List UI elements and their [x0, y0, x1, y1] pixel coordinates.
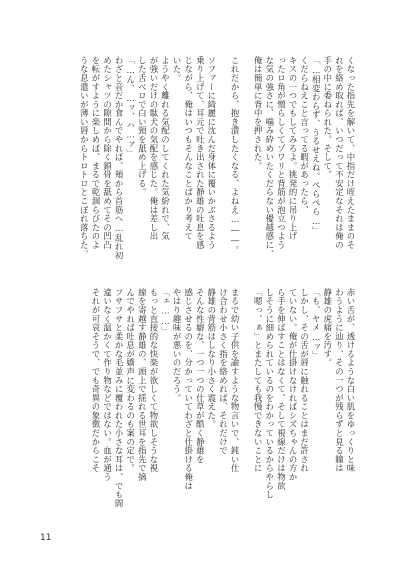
text-line: 線を寄越す静雄の、頭上で揺れる世耳を指先で摘: [137, 288, 148, 482]
page-number: 11: [40, 533, 52, 543]
text-line: わざと音だか食んでやれば、頬から首筋へ…乱れ初: [114, 56, 125, 260]
text-line: くだらねえこと言ってる暇があったら、: [299, 56, 310, 215]
text-block-bottom: [40, 288, 356, 514]
text-line: 赤い舌が、透けるような白い肌をゆっくりと味: [346, 288, 356, 473]
text-line: めたシャツの隙間から除く鎖骨を舐めてその凹凸: [102, 56, 113, 250]
text-line: それが可哀そうで、でも奇異の象徴だからこそ: [90, 288, 101, 473]
text-line: わうように辿り、その一つが残らずと見る瞳は: [334, 288, 345, 473]
text-line: ったロ角が憎らしくてゾワリと背筋が泡立つよう: [276, 56, 287, 250]
text-line: じながら、俺はいつもそんなことばかり考えて: [183, 56, 194, 241]
text-line: 静雄の背筋はしなり小さく震えた。: [206, 288, 217, 429]
text-line: れを絡め取れば、いつだって不安定なそれは俺の: [334, 56, 345, 250]
text-line: が強いだけの駄犬の気配を感じた。俺は差し出: [148, 56, 159, 241]
text-line: [240, 288, 252, 514]
text-line: 俺は簡単に背中を押された。: [253, 56, 264, 171]
text-line: これだから、抱き潰したくなる、よねえ…――。: [230, 56, 241, 255]
text-line: しかし、その舌が唇に触れることはまだ許され: [299, 288, 310, 473]
text-line: ソファーに綺麗に沈んだ身体に覆いかぶさるよう: [206, 56, 217, 250]
text-line: うな息遣いが薄い唇からトロトロとこぼれ落ちた。: [79, 56, 90, 259]
text-line: け合わせ小さく指を絡めれば、それだけで: [218, 288, 229, 456]
text-line: キスの一つでもしてみろよ。挑発的に吊り上げ: [288, 56, 299, 241]
text-line: しそうに細められているのをわかっているからやらし: [264, 288, 275, 499]
text-line: 「ェ……」: [160, 288, 171, 336]
text-line: 「…相変わらず、うるせえね。ぺらぺら…」: [311, 56, 322, 236]
text-line: 感じさせるのを、分かっていてわざと仕掛ける俺は: [183, 288, 194, 491]
text-line: ようやく離れる気配のしてくれた気紛れで、気: [160, 56, 171, 241]
text-line: ら手を伸ばすことはなくて、そして視線だけは物欲: [276, 288, 287, 491]
text-line: 違いなく温かくて作り物などではない。血が通う: [102, 288, 113, 482]
text-line: した舌べロで白い頸を舐め上げる。: [137, 56, 148, 197]
text-line: 手の中に委ねられた。そして。: [322, 56, 333, 180]
text-line: フサフサと柔かな毛並みに覆われた小さな耳は、でも間: [114, 288, 125, 508]
text-block-top: [40, 56, 356, 278]
text-line: いた。: [172, 56, 183, 83]
text-line: やはり趣味が悪いのだろう。: [172, 288, 183, 403]
text-line: を転がすように楽しめば、まるで乾涸らびたのよ: [90, 56, 101, 250]
text-line: 乗り上げて、耳元で吐き出された静雄の吐息を感: [195, 56, 206, 250]
text-line: ていない。俺が仕掛けなければシズちゃんの方か: [288, 288, 299, 482]
text-line: [240, 56, 252, 278]
text-line: んでやれば吐息が嬌声に変わるのも案の定で。: [125, 288, 136, 473]
text-line: 静雄の虎痛を汚す。: [322, 288, 333, 368]
text-line: [217, 56, 229, 278]
text-line: まるで幼い子供を諭すような物言いで、鈍い仕: [230, 288, 241, 473]
text-line: 「も、ヤメ…ッ」: [311, 288, 322, 360]
text-line: 「…ん、…ッ、ハ…ァ」: [125, 56, 136, 158]
text-line: 「嗯っ、ぁ」とまたしても我慢できないことに: [253, 288, 264, 473]
text-line: な気の強さに、噛み砕めいたくだらない優越感に、: [264, 56, 275, 259]
text-line: もっと直接的な快楽が欲しくて物欲しそうな視: [148, 288, 159, 473]
text-line: くなった指先を解いて、中指だけ咥えたままのそ: [346, 56, 356, 250]
text-line: そんな性癖な、一つ一つの仕草が酷く静雄を: [195, 288, 206, 464]
